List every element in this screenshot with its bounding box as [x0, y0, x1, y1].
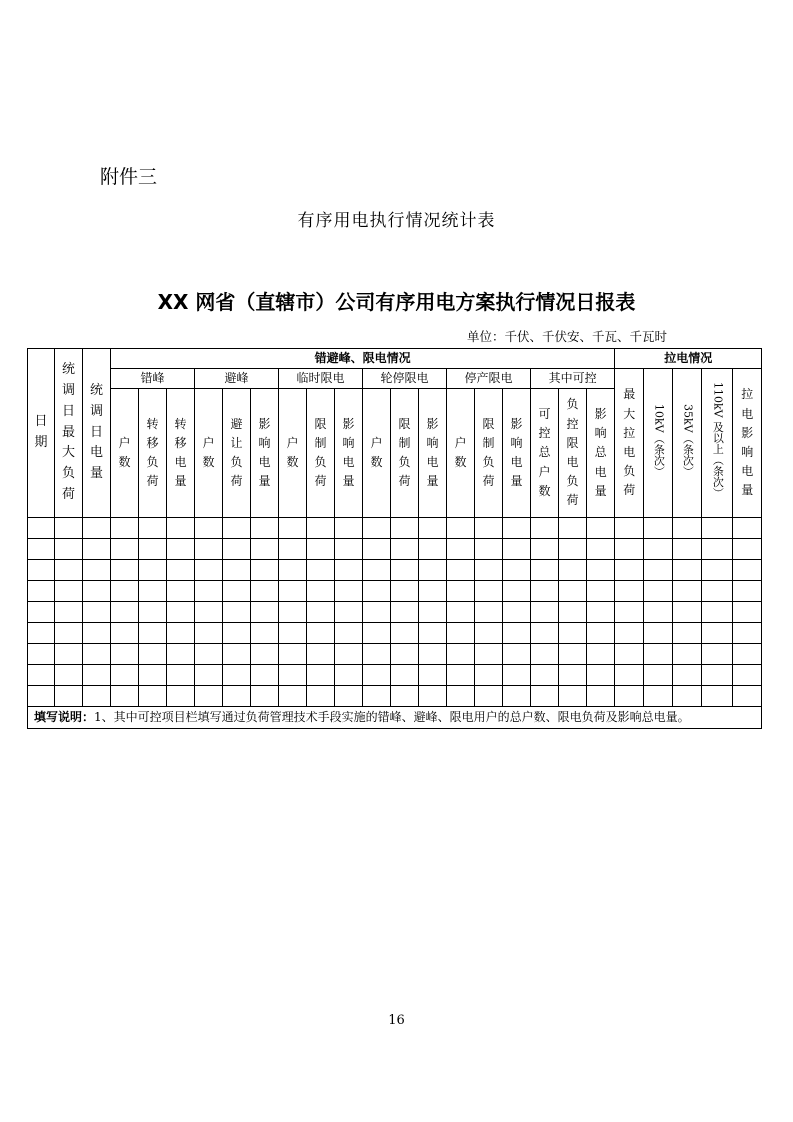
table-cell[interactable] [531, 560, 559, 581]
table-cell[interactable] [644, 644, 673, 665]
table-cell[interactable] [531, 623, 559, 644]
table-row [28, 602, 762, 623]
table-cell[interactable] [335, 644, 363, 665]
table-cell[interactable] [111, 539, 139, 560]
table-cell[interactable] [307, 518, 335, 539]
table-cell[interactable] [615, 665, 644, 686]
table-cell[interactable] [251, 644, 279, 665]
table-cell[interactable] [111, 560, 139, 581]
table-cell[interactable] [139, 665, 167, 686]
header-cuofeng-fuhe: 转移负荷 [139, 389, 167, 518]
table-cell[interactable] [83, 581, 111, 602]
table-cell[interactable] [335, 560, 363, 581]
table-cell[interactable] [733, 539, 762, 560]
table-cell[interactable] [195, 665, 223, 686]
table-row [28, 623, 762, 644]
table-cell[interactable] [223, 518, 251, 539]
table-cell[interactable] [702, 581, 733, 602]
attachment-label: 附件三 [100, 166, 158, 188]
table-cell[interactable] [251, 686, 279, 707]
report-table [27, 348, 762, 729]
table-cell[interactable] [279, 665, 307, 686]
header-kekong-dianliang: 影响总电量 [587, 389, 615, 518]
table-cell[interactable] [503, 560, 531, 581]
table-cell[interactable] [167, 539, 195, 560]
table-cell[interactable] [363, 518, 391, 539]
table-cell[interactable] [673, 623, 702, 644]
header-linshi-hushu: 户数 [279, 389, 307, 518]
table-cell[interactable] [223, 581, 251, 602]
header-lunting-dianliang: 影响电量 [419, 389, 447, 518]
table-cell[interactable] [391, 602, 419, 623]
table-cell[interactable] [503, 539, 531, 560]
table-cell[interactable] [55, 602, 83, 623]
table-cell[interactable] [644, 665, 673, 686]
table-cell[interactable] [587, 686, 615, 707]
header-lunting: 轮停限电 [363, 369, 447, 389]
table-cell[interactable] [83, 644, 111, 665]
header-tingchan-dianliang: 影响电量 [503, 389, 531, 518]
table-cell[interactable] [615, 644, 644, 665]
table-cell[interactable] [28, 602, 55, 623]
table-cell[interactable] [615, 518, 644, 539]
table-cell[interactable] [419, 560, 447, 581]
table-cell[interactable] [475, 539, 503, 560]
header-group-avoid: 错避峰、限电情况 [111, 349, 615, 369]
table-cell[interactable] [363, 560, 391, 581]
table-cell[interactable] [195, 602, 223, 623]
table-cell[interactable] [83, 686, 111, 707]
table-cell[interactable] [335, 539, 363, 560]
table-cell[interactable] [419, 539, 447, 560]
table-cell[interactable] [223, 665, 251, 686]
table-cell[interactable] [195, 539, 223, 560]
table-cell[interactable] [391, 665, 419, 686]
header-kekong: 其中可控 [531, 369, 615, 389]
header-lunting-hushu: 户数 [363, 389, 391, 518]
table-cell[interactable] [419, 686, 447, 707]
table-cell[interactable] [531, 581, 559, 602]
table-cell[interactable] [223, 602, 251, 623]
header-energy: 统调日电量 [83, 349, 111, 518]
table-cell[interactable] [335, 602, 363, 623]
table-cell[interactable] [587, 518, 615, 539]
header-tingchan-hushu: 户数 [447, 389, 475, 518]
table-cell[interactable] [279, 539, 307, 560]
header-tingchan-fuhe: 限制负荷 [475, 389, 503, 518]
table-cell[interactable] [559, 581, 587, 602]
table-cell[interactable] [335, 665, 363, 686]
table-cell[interactable] [363, 686, 391, 707]
table-cell[interactable] [559, 665, 587, 686]
table-cell[interactable] [447, 686, 475, 707]
table-cell[interactable] [475, 518, 503, 539]
table-cell[interactable] [733, 518, 762, 539]
table-row [28, 518, 762, 539]
table-cell[interactable] [223, 686, 251, 707]
table-cell[interactable] [83, 560, 111, 581]
table-cell[interactable] [503, 623, 531, 644]
table-cell[interactable] [251, 623, 279, 644]
table-cell[interactable] [139, 686, 167, 707]
table-cell[interactable] [673, 602, 702, 623]
table-cell[interactable] [335, 623, 363, 644]
table-cell[interactable] [167, 518, 195, 539]
table-cell[interactable] [279, 644, 307, 665]
table-cell[interactable] [363, 644, 391, 665]
table-cell[interactable] [28, 518, 55, 539]
table-cell[interactable] [55, 686, 83, 707]
fill-instructions-label: 填写说明： [34, 709, 95, 724]
header-linshi: 临时限电 [279, 369, 363, 389]
table-cell[interactable] [55, 539, 83, 560]
table-cell[interactable] [167, 686, 195, 707]
table-cell[interactable] [615, 686, 644, 707]
table-cell[interactable] [28, 539, 55, 560]
table-cell[interactable] [673, 665, 702, 686]
table-row [28, 644, 762, 665]
table-cell[interactable] [139, 518, 167, 539]
table-cell[interactable] [615, 560, 644, 581]
page-number: 16 [388, 1013, 405, 1028]
table-cell[interactable] [673, 560, 702, 581]
table-cell[interactable] [111, 686, 139, 707]
table-cell[interactable] [307, 602, 335, 623]
table-cell[interactable] [279, 623, 307, 644]
table-cell[interactable] [28, 581, 55, 602]
table-cell[interactable] [531, 665, 559, 686]
table-cell[interactable] [503, 602, 531, 623]
table-cell[interactable] [195, 686, 223, 707]
table-cell[interactable] [733, 665, 762, 686]
table-cell[interactable] [644, 518, 673, 539]
table-cell[interactable] [195, 644, 223, 665]
table-cell[interactable] [111, 581, 139, 602]
table-cell[interactable] [391, 623, 419, 644]
table-cell[interactable] [223, 539, 251, 560]
header-tingchan: 停产限电 [447, 369, 531, 389]
table-cell[interactable] [615, 602, 644, 623]
table-cell[interactable] [139, 539, 167, 560]
header-group-pull: 拉电情况 [615, 349, 762, 369]
table-cell[interactable] [55, 623, 83, 644]
table-cell[interactable] [733, 560, 762, 581]
table-cell[interactable] [111, 623, 139, 644]
table-cell[interactable] [559, 686, 587, 707]
header-bifeng-dianliang: 影响电量 [251, 389, 279, 518]
table-cell[interactable] [615, 539, 644, 560]
table-row [28, 665, 762, 686]
table-cell[interactable] [83, 623, 111, 644]
table-cell[interactable] [447, 581, 475, 602]
table-cell[interactable] [363, 602, 391, 623]
header-10kv: 10kV（条次） [644, 369, 673, 518]
table-cell[interactable] [391, 539, 419, 560]
table-cell[interactable] [139, 644, 167, 665]
table-cell[interactable] [673, 686, 702, 707]
table-cell[interactable] [733, 581, 762, 602]
table-cell[interactable] [223, 560, 251, 581]
table-cell[interactable] [307, 560, 335, 581]
table-cell[interactable] [644, 539, 673, 560]
table-cell[interactable] [702, 665, 733, 686]
table-cell[interactable] [475, 686, 503, 707]
header-kekong-fuhe: 负控限电负荷 [559, 389, 587, 518]
table-cell[interactable] [307, 665, 335, 686]
table-cell[interactable] [419, 644, 447, 665]
table-cell[interactable] [475, 644, 503, 665]
header-pull-energy: 拉电影响电量 [733, 369, 762, 518]
table-cell[interactable] [673, 539, 702, 560]
table-cell[interactable] [587, 539, 615, 560]
fill-instructions-text: 1、其中可控项目栏填写通过负荷管理技术手段实施的错峰、避峰、限电用户的总户数、限电负荷及影响总电量。 [94, 709, 690, 724]
table-cell[interactable] [167, 623, 195, 644]
table-cell[interactable] [363, 623, 391, 644]
table-cell[interactable] [335, 686, 363, 707]
table-cell[interactable] [223, 644, 251, 665]
table-row [28, 581, 762, 602]
table-cell[interactable] [475, 560, 503, 581]
table-cell[interactable] [363, 665, 391, 686]
table-cell[interactable] [702, 686, 733, 707]
table-cell[interactable] [28, 623, 55, 644]
table-cell[interactable] [503, 665, 531, 686]
table-cell[interactable] [391, 686, 419, 707]
table-cell[interactable] [251, 581, 279, 602]
table-cell[interactable] [702, 560, 733, 581]
table-cell[interactable] [251, 560, 279, 581]
table-cell[interactable] [673, 644, 702, 665]
table-cell[interactable] [28, 665, 55, 686]
report-title: XX 网省（直辖市）公司有序用电方案执行情况日报表 [157, 290, 636, 314]
table-cell[interactable] [644, 602, 673, 623]
table-cell[interactable] [55, 518, 83, 539]
table-cell[interactable] [702, 623, 733, 644]
table-cell[interactable] [167, 665, 195, 686]
header-bifeng: 避峰 [195, 369, 279, 389]
header-cuofeng-dianliang: 转移电量 [167, 389, 195, 518]
table-cell[interactable] [307, 539, 335, 560]
table-cell[interactable] [733, 602, 762, 623]
table-cell[interactable] [475, 581, 503, 602]
table-cell[interactable] [251, 518, 279, 539]
table-row [28, 686, 762, 707]
table-cell[interactable] [673, 518, 702, 539]
table-cell[interactable] [111, 644, 139, 665]
table-cell[interactable] [559, 560, 587, 581]
table-cell[interactable] [559, 518, 587, 539]
table-cell[interactable] [503, 644, 531, 665]
table-cell[interactable] [702, 602, 733, 623]
table-cell[interactable] [28, 560, 55, 581]
header-kekong-hushu: 可控总户数 [531, 389, 559, 518]
table-cell[interactable] [307, 686, 335, 707]
table-cell[interactable] [447, 665, 475, 686]
table-cell[interactable] [673, 581, 702, 602]
table-cell[interactable] [559, 623, 587, 644]
table-cell[interactable] [702, 518, 733, 539]
table-cell[interactable] [503, 518, 531, 539]
header-linshi-dianliang: 影响电量 [335, 389, 363, 518]
table-cell[interactable] [644, 686, 673, 707]
table-cell[interactable] [83, 665, 111, 686]
table-cell[interactable] [559, 602, 587, 623]
table-cell[interactable] [644, 581, 673, 602]
table-cell[interactable] [447, 560, 475, 581]
table-cell[interactable] [335, 581, 363, 602]
table-cell[interactable] [363, 539, 391, 560]
table-cell[interactable] [419, 623, 447, 644]
table-row [28, 560, 762, 581]
table-cell[interactable] [447, 644, 475, 665]
table-cell[interactable] [615, 581, 644, 602]
table-cell[interactable] [251, 665, 279, 686]
table-cell[interactable] [702, 644, 733, 665]
header-35kv: 35kV（条次） [673, 369, 702, 518]
table-cell[interactable] [531, 518, 559, 539]
table-cell[interactable] [419, 581, 447, 602]
table-cell[interactable] [111, 518, 139, 539]
header-bifeng-fuhe: 避让负荷 [223, 389, 251, 518]
header-cuofeng: 错峰 [111, 369, 195, 389]
table-cell[interactable] [279, 560, 307, 581]
table-cell[interactable] [111, 602, 139, 623]
table-cell[interactable] [587, 560, 615, 581]
table-cell[interactable] [531, 602, 559, 623]
table-cell[interactable] [615, 623, 644, 644]
table-cell[interactable] [83, 539, 111, 560]
table-cell[interactable] [531, 644, 559, 665]
table-cell[interactable] [55, 665, 83, 686]
table-cell[interactable] [55, 560, 83, 581]
table-cell[interactable] [307, 581, 335, 602]
table-cell[interactable] [307, 623, 335, 644]
table-cell[interactable] [559, 539, 587, 560]
header-max-load: 统调日最大负荷 [55, 349, 83, 518]
table-cell[interactable] [587, 665, 615, 686]
table-cell[interactable] [702, 539, 733, 560]
table-cell[interactable] [503, 686, 531, 707]
header-110kv: 110kV 及以上（条次） [702, 369, 733, 518]
table-cell[interactable] [531, 539, 559, 560]
table-cell[interactable] [28, 644, 55, 665]
fill-instructions [28, 707, 762, 729]
table-cell[interactable] [503, 581, 531, 602]
table-cell[interactable] [139, 581, 167, 602]
table-cell[interactable] [139, 560, 167, 581]
table-cell[interactable] [419, 665, 447, 686]
table-cell[interactable] [587, 623, 615, 644]
table-cell[interactable] [391, 644, 419, 665]
table-row [28, 539, 762, 560]
table-cell[interactable] [419, 518, 447, 539]
table-cell[interactable] [55, 581, 83, 602]
table-cell[interactable] [587, 581, 615, 602]
table-cell[interactable] [587, 644, 615, 665]
table-cell[interactable] [733, 686, 762, 707]
table-cell[interactable] [111, 665, 139, 686]
table-cell[interactable] [55, 644, 83, 665]
table-cell[interactable] [223, 623, 251, 644]
unit-label: 单位：千伏、千伏安、千瓦、千瓦时 [466, 329, 667, 344]
header-date: 日期 [28, 349, 55, 518]
table-cell[interactable] [475, 602, 503, 623]
table-cell[interactable] [28, 686, 55, 707]
table-cell[interactable] [475, 623, 503, 644]
table-cell[interactable] [419, 602, 447, 623]
table-cell[interactable] [139, 602, 167, 623]
table-cell[interactable] [644, 560, 673, 581]
table-cell[interactable] [447, 539, 475, 560]
table-cell[interactable] [733, 623, 762, 644]
header-linshi-fuhe: 限制负荷 [307, 389, 335, 518]
table-cell[interactable] [587, 602, 615, 623]
table-cell[interactable] [195, 581, 223, 602]
table-cell[interactable] [279, 602, 307, 623]
table-cell[interactable] [251, 539, 279, 560]
table-cell[interactable] [167, 581, 195, 602]
table-cell[interactable] [391, 518, 419, 539]
table-cell[interactable] [167, 602, 195, 623]
table-cell[interactable] [559, 644, 587, 665]
table-cell[interactable] [279, 686, 307, 707]
table-cell[interactable] [167, 644, 195, 665]
table-cell[interactable] [195, 560, 223, 581]
table-cell[interactable] [644, 623, 673, 644]
document-subtitle: 有序用电执行情况统计表 [297, 211, 496, 231]
table-cell[interactable] [195, 518, 223, 539]
table-cell[interactable] [531, 686, 559, 707]
table-cell[interactable] [335, 518, 363, 539]
header-max-pull-load: 最大拉电负荷 [615, 369, 644, 518]
table-cell[interactable] [447, 518, 475, 539]
table-cell[interactable] [391, 560, 419, 581]
table-cell[interactable] [279, 518, 307, 539]
table-cell[interactable] [447, 602, 475, 623]
table-cell[interactable] [475, 665, 503, 686]
table-cell[interactable] [733, 644, 762, 665]
table-cell[interactable] [83, 518, 111, 539]
table-cell[interactable] [195, 623, 223, 644]
table-cell[interactable] [279, 581, 307, 602]
table-cell[interactable] [363, 581, 391, 602]
table-cell[interactable] [167, 560, 195, 581]
table-cell[interactable] [139, 623, 167, 644]
table-cell[interactable] [391, 581, 419, 602]
table-cell[interactable] [251, 602, 279, 623]
table-cell[interactable] [447, 623, 475, 644]
table-cell[interactable] [307, 644, 335, 665]
table-cell[interactable] [83, 602, 111, 623]
header-bifeng-hushu: 户数 [195, 389, 223, 518]
header-cuofeng-hushu: 户数 [111, 389, 139, 518]
header-lunting-fuhe: 限制负荷 [391, 389, 419, 518]
